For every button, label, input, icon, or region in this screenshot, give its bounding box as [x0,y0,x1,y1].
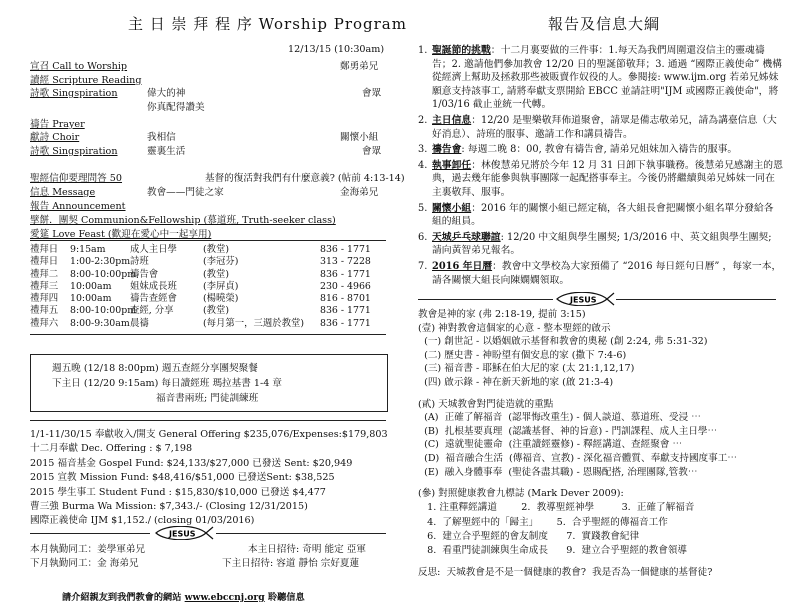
schedule-cell: (每月第一，三週於教堂) [203,317,305,329]
announcement-text [432,44,783,112]
announcement-heading: 執事卸任 [432,159,472,171]
order-item: 擘餅．團契 Communion&Fellowship (慕道班, Truth-seeker class) [30,215,336,226]
order-detail: 基督的復活對我們有什麼意義? (帖前 4:13-14) [205,173,405,184]
announcement-heading: 主日信息 [432,114,472,126]
schedule-cell: (楊曉榮) [203,293,239,305]
announcement-text [432,159,783,200]
order-item: 禱告 Prayer [30,119,85,130]
staff-usher: 下主日招待: 容道 靜怡 宗好夏蓮 [222,558,360,569]
order-item: 讀經 Scripture Reading [30,75,142,86]
sermon-line: (C) 遠就聖徒靈命 (注重讀經靈修) - 釋經講道、查經聚會 ⋯ [418,439,683,451]
schedule-cell: 禮拜三 [30,280,59,292]
staff-usher: 本主日招待: 奇明 能定 亞軍 [248,544,366,555]
schedule-cell: 230 - 4966 [320,280,371,292]
order-person: 會眾 [362,88,382,99]
announcement-text [432,260,783,287]
schedule-cell: 禱告查經會 [130,293,177,305]
schedule-cell: 1:00-2:30pm [70,256,131,268]
divider [616,299,776,300]
order-item: 詩歌 Singspiration [30,88,118,99]
sermon-line: (參) 對照健康教會九標誌 (Mark Dever 2009): [418,488,624,500]
sermon-line: (二) 歷史書 - 神盼望有個安息的家 (撒下 7:4-6) [418,349,627,361]
svg-text:JESUS: JESUS [570,295,597,305]
schedule-cell: 8:00-9:30am [70,317,130,329]
schedule-cell: (教堂) [203,268,230,280]
finance-line: 十二月奉獻 Dec. Offering : $ 7,198 [30,443,193,455]
schedule-cell: 9:15am [70,244,106,255]
schedule-cell: 8:00-10:00pm [70,305,137,317]
jesus-fish-icon [553,292,615,304]
order-person: 鄭勇弟兄 [340,61,379,72]
announcement-body: ：教會中文學校為大家預備了 “2016 每日經句日曆” ，每家一本，請各關懷大組長向陳嫻嫻領取。 [432,260,782,286]
schedule-cell: 禮拜日 [30,256,59,268]
announcement-item [418,231,783,258]
schedule-cell: 查經, 分享 [130,305,174,317]
sermon-line: (三) 福音書 - 耶穌在伯大尼的家 (太 21:1,12,17) [418,363,635,375]
sermon-line: 8. 看重門徒訓練與生命成長 9. 建立合乎聖經的教會領導 [418,545,688,556]
announcement-number: 7. [418,260,428,272]
notice-line-1: 週五晚 (12/18 8:00pm) 週五查經分享團契聚餐 [52,363,258,374]
footer-listen: 聆聽信息 [267,592,305,603]
sermon-line: (壹) 神對教會這個家的心意 - 整本聖經的啟示 [418,322,611,334]
divider [30,533,150,534]
sermon-line: (A) 正確了解福音 (認罪悔改重生) - 個人談道、慕道班、受浸 ⋯ [418,412,701,424]
finance-line: 國際正義使命 IJM $1,152./ (closing 01/03/2016) [30,515,255,527]
footer-invite: 請介紹親友到我們教會的網站 [62,592,182,603]
schedule-cell: (李冠芬) [203,256,239,268]
announcement-number: 4. [418,159,428,171]
announcement-heading: 2016 年日曆 [432,260,493,272]
notice-line-3: 福音書兩班; 門徒訓練班 [156,393,259,404]
schedule-cell: 禮拜五 [30,305,59,317]
schedule-cell: 晨禱 [130,317,149,329]
order-item: 宣召 Call to Worship [30,61,128,72]
announcements-title: 報告及信息大綱 [548,15,661,33]
finance-line: 曹三強 Burma Wa Mission: $7,343./- (Closing 12/31/2015) [30,501,308,512]
schedule-cell: 836 - 1771 [320,244,371,255]
finance-line: 2015 福音基金 Gospel Fund: $24,133/$27,000 已發送 Sent: $20,949 [30,457,353,469]
schedule-cell: 詩班 [130,256,149,268]
announcement-item [418,114,783,141]
notice-line-2: 下主日 (12/20 9:15am) 每日讀經班 瑪拉基書 1-4 章 [52,378,282,389]
order-person: 會眾 [362,146,382,157]
order-item: 獻詩 Choir [30,132,80,143]
order-person: 關懷小組 [340,132,379,143]
schedule-cell: 816 - 8701 [320,293,371,305]
announcement-body: : 每週二晚 8：00, 教會有禱告會, 請弟兄姐妹加入禱告的服事。 [461,144,738,156]
divider [216,533,386,534]
worship-program-title: 主 日 崇 拜 程 序 Worship Program [128,15,407,33]
order-person: 金海弟兄 [340,187,379,198]
sermon-line: (B) 扎根基要真理 (認識基督、神的旨意) - 門訓課程、成人主日學⋯ [418,425,718,437]
schedule-cell: 10:00am [70,280,112,292]
schedule-cell: 836 - 1771 [320,268,371,280]
schedule-cell: 836 - 1771 [320,305,371,317]
announcement-number: 2. [418,114,428,126]
schedule-cell: 禮拜六 [30,317,59,329]
divider [30,240,386,241]
schedule-cell: 8:00-10:00pm [70,268,137,280]
announcement-number: 6. [418,231,428,243]
schedule-cell: 禮拜日 [30,244,59,255]
sermon-line: 教會是神的家 (弗 2:18-19, 提前 3:15) [418,309,586,320]
footer-text [62,589,305,603]
announcement-body: ：十二月裏要做的三件事：1.每天為我們周圍還沒信主的靈魂禱告；2. 邀請他們參加教會 12/20 日的聖誕節敬拜；3. 通過 “國際正義使命” 機構從經濟上幫助及拯救那些被販賣作奴役的人。參閱接: www.ijm.org 若弟兄姊妹願意支持該事工, 請將奉獻支票開給 EBCC 並請註明"IJM 或國際正義使命"，將 1/03/16 截止並統一代轉。 [432,45,782,111]
sermon-line: 1. 注重釋經講道 2. 教導聖經神學 3. 正確了解福音 [418,502,695,514]
divider [418,299,553,300]
announcement-item [418,44,783,112]
schedule-cell: 10:00am [70,293,112,305]
service-date: 12/13/15 (10:30am) [288,44,385,55]
schedule-cell: 成人主日學 [130,244,177,255]
divider [30,420,386,421]
svg-text:JESUS: JESUS [169,529,196,539]
schedule-cell: 禱告會 [130,268,159,280]
schedule-cell: 313 - 7228 [320,256,371,268]
announcement-body: ：林俊慧弟兄將於今年 12 月 31 日卸下執事職務。後慧弟兄感謝主的恩典，過去幾年能參與執事團隊一起配搭事奉主。今後仍將繼續與弟兄姊妹一同在主裏敬拜、服事。 [432,159,783,198]
announcement-text [432,143,737,157]
announcement-number: 5. [418,202,428,214]
order-detail: 偉大的神 [147,88,186,99]
sermon-line: (貳) 天城教會對門徒造就的重點 [418,398,554,410]
announcement-heading: 關懷小組 [432,202,472,214]
order-detail: 教會——門徒之家 [147,187,224,198]
sermon-line: (D) 福音融合生活 (傳福音、宣教) - 深化福音體質、奉獻支持國度事工⋯ [418,453,737,464]
finance-line: 2015 學生事工 Student Fund : $15,830/$10,000 已發送 $4,477 [30,486,326,498]
sermon-line: 6. 建立合乎聖經的會友制度 7. 實踐教會紀律 [418,530,640,542]
announcement-body: : 12/20 中文組與學生團契; 1/3/2016 中、英文組與學生團契; 請向黃智弟兄報名。 [432,231,772,257]
announcement-item [418,260,783,287]
schedule-cell: (李屏貞) [203,280,239,292]
order-item: 聖經信仰要理問答 50 [30,173,123,184]
announcement-body: ：12/20 是聖樂敬拜佈道聚會，請眾是備志敬弟兄，請為講臺信息（大好消息）、詩班的服事、邀請工作和講員禱告。 [432,114,777,140]
order-detail: 靈裏生活 [147,146,186,157]
announcement-text [432,114,783,141]
announcement-heading: 天城乒乓球聯誼 [432,231,501,243]
schedule-cell: (教堂) [203,244,230,255]
order-detail: 你真配得讚美 [147,102,205,113]
announcement-item [418,202,783,229]
sermon-line: 反思: 天城教會是不是一個健康的教會? 我是否為一個健康的基督徒? [418,567,713,579]
sermon-line: 4. 了解聖經中的「歸主」 5. 合乎聖經的傳福音工作 [418,516,668,528]
jesus-fish-icon [152,526,214,538]
schedule-cell: 禮拜四 [30,293,59,305]
schedule-cell: (教堂) [203,305,230,317]
announcement-number: 3. [418,144,428,156]
website-link[interactable]: www.ebccnj.org [184,592,265,603]
order-item: 詩歌 Singspiration [30,146,118,157]
announcement-text [432,231,783,258]
staff-duty: 下月執勤同工：金 海弟兄 [30,558,139,569]
finance-line: 2015 宣教 Mission Fund: $48,416/$51,000 已發送Sent: $38,525 [30,472,335,484]
order-item: 愛筵 Love Feast (歡迎在愛心中一起享用) [30,229,212,240]
order-item: 信息 Message [30,187,96,198]
announcement-heading: 禱告會 [432,144,462,156]
finance-line: 1/1-11/30/15 奉獻收入/開支 General Offering $235,076/Expenses:$179,803 [30,429,388,440]
divider [30,334,386,335]
sermon-line: (E) 融入身體事奉 (聖徒各盡其職) - 恩賜配搭, 治理團隊,管教⋯ [418,466,698,478]
announcement-number: 1. [418,45,428,56]
announcement-item [418,143,783,157]
order-detail: 我相信 [147,132,176,143]
sermon-line: (四) 啟示錄 - 神在新天新地的家 (啟 21:3-4) [418,377,614,388]
order-item: 報告 Announcement [30,201,126,212]
announcement-body: ：2016 年的關懷小組已經定稿，各大組長會把關懷小組名單分發給各組的組員。 [432,202,774,228]
schedule-cell: 禮拜二 [30,268,59,280]
schedule-cell: 姐妹成長班 [130,280,177,292]
announcement-text [432,202,783,229]
announcement-item [418,159,783,200]
staff-duty: 本月執勤同工：姜學軍弟兄 [30,544,146,555]
schedule-cell: 836 - 1771 [320,317,371,329]
announcement-heading: 聖誕節的挑戰 [432,45,491,56]
announcement-list [418,44,783,289]
sermon-line: (一) 創世記 - 以婚姻啟示基督和教會的奧秘 (創 2:24, 弗 5:31-32) [418,336,708,348]
